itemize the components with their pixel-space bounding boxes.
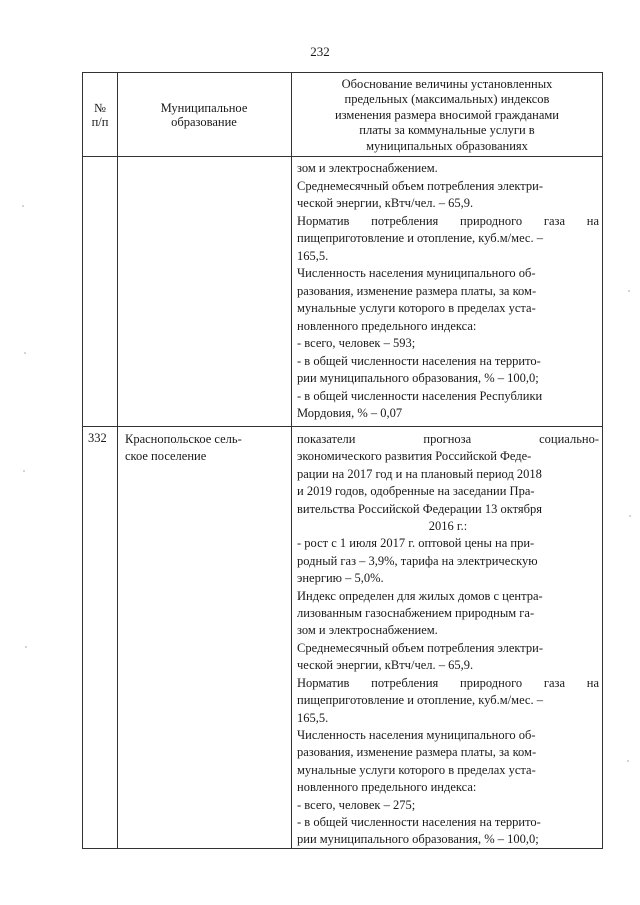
text-line: Среднемесячный объем потребления электри-: [297, 640, 543, 655]
page-number: 232: [310, 44, 330, 59]
scan-speck: [627, 760, 629, 762]
header-justification-line: изменения размера вносимой гражданами: [334, 107, 559, 122]
header-number-cell: [83, 73, 117, 156]
text-line: 2016 г.:: [428, 519, 468, 534]
text-line: - всего, человек – 275;: [297, 797, 416, 812]
header-justification-line: предельных (максимальных) индексов: [344, 92, 550, 107]
text-line: энергию – 5,0%.: [297, 571, 384, 586]
scan-speck: [23, 470, 25, 472]
text-line: зом и электроснабжением.: [297, 161, 438, 175]
header-municipality-label: Муниципальное: [160, 100, 248, 115]
row-divider: [83, 426, 602, 427]
text-line: рии муниципального образования, % – 100,0;: [297, 832, 539, 847]
municipality-name-line: ское поселение: [125, 449, 207, 463]
text-line: рации на 2017 год и на плановый период 2018: [297, 466, 542, 481]
header-municipality-cell: [117, 73, 291, 156]
header-divider: [83, 156, 602, 157]
text-line: разования, изменение размера платы, за ком-: [297, 283, 537, 298]
scan-speck: [629, 515, 631, 517]
column-divider: [291, 73, 292, 848]
scan-speck: [628, 290, 630, 292]
scan-speck: [22, 205, 24, 207]
text-line: пищеприготовление и отопление, куб.м/мес. –: [297, 693, 543, 708]
text-line: Численность населения муниципального об-: [297, 266, 536, 280]
text-line: 165,5.: [297, 248, 329, 263]
text-line: Норматив потребления природного газа на: [297, 213, 599, 228]
text-line: Норматив потребления природного газа на: [297, 675, 599, 690]
column-divider: [117, 73, 118, 848]
header-number-label: №: [94, 100, 106, 115]
text-line: 165,5.: [297, 710, 329, 725]
text-line: новленного предельного индекса:: [297, 318, 477, 333]
text-line: мунальные услуги которого в пределах уста-: [297, 762, 536, 777]
scan-speck: [25, 646, 27, 648]
text-line: и 2019 годов, одобренные на заседании Пра-: [297, 484, 535, 499]
header-number-label: п/п: [91, 114, 109, 129]
scan-speck: [24, 352, 26, 354]
municipality-name: [125, 431, 289, 465]
municipality-name-line: Краснопольское сель-: [125, 432, 242, 446]
text-line: зом и электроснабжением.: [297, 623, 438, 638]
text-line: - в общей численности населения Республики: [297, 388, 543, 403]
text-line: родный газ – 3,9%, тарифа на электрическую: [297, 553, 538, 568]
text-line: новленного предельного индекса:: [297, 780, 477, 795]
text-line: Среднемесячный объем потребления электри-: [297, 178, 543, 193]
text-line: рии муниципального образования, % – 100,0;: [297, 371, 539, 385]
text-line: мунальные услуги которого в пределах уста-: [297, 301, 536, 315]
header-justification-cell: [291, 75, 603, 156]
text-line: - в общей численности населения на террито-: [297, 814, 541, 829]
text-line: показатели прогноза социально-: [297, 432, 599, 446]
text-line: - в общей численности населения на террито-: [297, 353, 541, 368]
header-justification-line: платы за коммунальные услуги в: [359, 123, 535, 138]
header-municipality-label: образование: [171, 114, 237, 129]
row-number: 332: [88, 431, 107, 445]
justification-text: [297, 431, 599, 849]
text-line: Численность населения муниципального об-: [297, 727, 536, 742]
text-line: ческой энергии, кВтч/чел. – 65,9.: [297, 196, 474, 210]
text-line: Мордовия, % – 0,07: [297, 406, 403, 420]
text-line: вительства Российской Федерации 13 октября: [297, 501, 543, 516]
header-justification-line: муниципальных образованиях: [366, 138, 528, 153]
text-line: пищеприготовление и отопление, куб.м/мес. –: [297, 231, 543, 245]
text-line: ческой энергии, кВтч/чел. – 65,9.: [297, 658, 474, 673]
header-justification-line: Обоснование величины установленных: [341, 76, 553, 91]
justification-table: [82, 72, 603, 849]
text-line: разования, изменение размера платы, за ком-: [297, 745, 537, 760]
text-line: - всего, человек – 593;: [297, 336, 416, 350]
continuation-text: [297, 160, 599, 423]
text-line: - рост с 1 июля 2017 г. оптовой цены на при-: [297, 536, 535, 551]
text-line: Индекс определен для жилых домов с центра-: [297, 588, 543, 603]
text-line: лизованным газоснабжением природным га-: [297, 606, 535, 621]
text-line: экономического развития Российской Феде-: [297, 449, 532, 464]
